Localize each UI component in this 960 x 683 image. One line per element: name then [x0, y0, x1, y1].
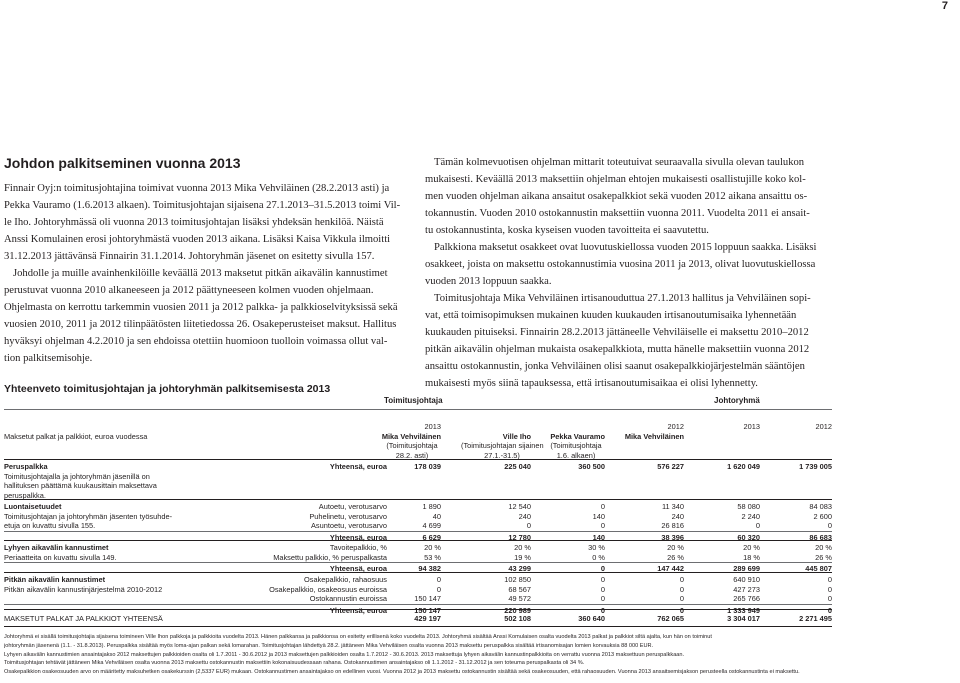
table-cell: 265 766 — [733, 594, 760, 603]
right-line: osakkeet, joista on maksettu ostokannustimia vuosina 2011 ja 2013, olivat luovutuskiellossa — [425, 259, 816, 270]
footnote-line: johtoryhmän jäsenenä (1.1. - 31.8.2013). Peruspalkka sisältää myös loma-ajan palkan sekä lomarahan. Toimitusjohtajan lähdettyä 28.2. jättäneen Mika Vehviläisen osalta vuonna 2013 maksettu peruspalkka sisältää irtisanomisajan lomien korvauksia 88 000 EUR. — [4, 642, 654, 649]
column-header: Ville Iho — [502, 431, 531, 441]
total-cell: 2 271 495 — [799, 614, 832, 623]
column-header: Mika Vehviläinen — [624, 431, 684, 441]
footnote-line: Johtoryhmä ei sisällä toimitusjohtajia sijaisena toimineen Ville Ihon palkkoja ja palkkioita vuodelta 2013. Hänen palkkansa ja palkkionsa on esitetty erillisenä koko vuodelta 2013. Johtoryhmä sisältää Anssi Komulaisen osalta vuodelta 2013 palkat ja palkkiot siltä ajalta, kun hän on toiminut — [4, 634, 712, 640]
row-label: Tavoitepalkkio, % — [329, 543, 387, 552]
table-cell: 20 % — [743, 543, 760, 552]
section-description: Toimitusjohtajalla ja johtoryhmän jäsenillä on — [4, 471, 150, 481]
column-header: 2012 — [667, 422, 684, 431]
table-cell: 150 147 — [414, 605, 441, 615]
footnote-line: Osakepalkkion osakeosuuden arvo on määritetty maksuhetken osakekurssin (2,5337 EUR) mukaan. Ostokannustimen ansaintajakso on edellinen vuosi. Vuonna 2012 ja 2013 maksettu ostokannustin sisältää sekä osakeosuuden, että rahaosuuden. Vuonna 2013 ansaitsemisjakson perusteella ostokannustinta ei maksettu. — [4, 669, 800, 676]
table-cell: 0 — [827, 584, 832, 594]
table-cell: 445 807 — [805, 564, 832, 573]
section-description: Toimitusjohtajan ja johtoryhmän jäsenten työsuhde- — [4, 511, 173, 521]
section-rule — [4, 572, 832, 573]
table-cell: 240 — [518, 511, 531, 521]
table-cell: 20 % — [815, 543, 832, 552]
table-cell: 38 396 — [661, 532, 684, 542]
page-number: 7 — [941, 0, 948, 12]
table-cell: 289 699 — [733, 564, 760, 573]
table-cell: 150 147 — [414, 594, 441, 603]
left-text-column — [4, 180, 414, 367]
left-line: tion palkitsemisohje. — [4, 353, 93, 364]
section-rule — [4, 499, 832, 500]
table-cell: 18 % — [743, 552, 760, 562]
table-cell: 0 — [827, 521, 832, 530]
table-cell: 427 273 — [733, 584, 760, 594]
section-description: etuja on kuvattu sivulla 155. — [4, 521, 96, 530]
table-cell: 0 — [679, 575, 684, 584]
column-header: Pekka Vauramo — [550, 431, 605, 441]
right-line: kuukauden pituiseksi. Finnairin 28.2.2013 jättäneelle Vehviläiselle ei maksettu 2010–2012 — [425, 327, 809, 338]
column-header: 2013 — [424, 422, 441, 431]
section-description: hallituksen päättämä kuukausittain maksettava — [4, 481, 157, 490]
table-cell: 86 683 — [809, 532, 832, 542]
total-cell: 502 108 — [504, 614, 531, 623]
table-cell: 60 320 — [737, 532, 760, 542]
table-cell: 2 600 — [813, 511, 832, 521]
left-line: hyväksyi ohjelman 4.2.2010 ja sen ehdoissa otettiin huomioon tuolloin voimassa ollut val- — [4, 336, 388, 347]
subtotal-rule — [4, 604, 832, 605]
right-line: vuoden 2013 loppuun saakka. — [425, 276, 552, 287]
right-line: Palkkiona maksetut osakkeet ovat luovutuskiellossa vuoden 2015 loppuun saakka. Lisäksi — [434, 242, 817, 253]
table-cell: 94 382 — [418, 564, 441, 573]
table-cell: 0 — [600, 502, 605, 511]
table-cell: 0 — [755, 521, 760, 530]
left-line: le Iho. Johtoryhmässä oli vuonna 2013 toimitusjohtajan lisäksi yhdeksän henkilöä. Näistä — [4, 217, 384, 228]
page-heading: Johdon palkitseminen vuonna 2013 — [4, 155, 241, 171]
table-cell: 20 % — [667, 543, 684, 552]
right-line: ansaittu ostokannustin, jonka Vehviläinen olisi saanut osakepalkkiojärjestelmän sääntöjen — [425, 361, 805, 372]
total-cell: 3 304 017 — [727, 614, 760, 623]
table-cell: 6 629 — [422, 532, 441, 542]
column-header: 27.1.-31.5) — [484, 450, 520, 460]
table-cell: 26 816 — [661, 521, 684, 530]
right-text-column — [425, 154, 835, 392]
section-title: Pitkän aikavälin kannustimet — [4, 575, 106, 584]
left-line: perustuvat vuonna 2010 alkaneeseen ja 2012 päättyneeseen kolmen vuoden ohjelmaan. — [4, 285, 374, 296]
table-cell: 0 — [600, 594, 605, 603]
column-header: 2013 — [743, 422, 760, 431]
right-line: vat, että toimisopimuksen mukainen kuuden kuukauden irtisanoutumisaika lyhennetään — [425, 310, 797, 321]
table-cell: 0 — [526, 521, 531, 530]
table-cell: 58 080 — [737, 502, 760, 511]
right-line: mukaisesti myös siinä tapauksessa, että irtisanoutumisaikaa ei olisi lyhennetty. — [425, 378, 758, 389]
total-cell: 762 065 — [657, 614, 684, 623]
table-cell: 0 — [679, 605, 684, 615]
left-line: Finnair Oyj:n toimitusjohtajina toimivat vuonna 2013 Mika Vehviläinen (28.2.2013 asti) ja — [4, 183, 390, 194]
table-cell: 12 540 — [508, 502, 531, 511]
table-cell: 0 — [600, 584, 605, 594]
footnote-line: Lyhyen aikavälin kannustimien ansaintajakso 2012 maksettujen palkkioiden osalta oli 1.7.2011 - 30.6.2012 ja 2013 maksettujen palkkioiden osalta 1.7.2012 - 30.6.2013. 2013 maksettuja lyhyen aikavälin kannustinpalkkioita on verrattu vuonna 2013 maksettuun peruspalkkaan. — [4, 651, 685, 658]
table-cell: 20 % — [514, 543, 531, 552]
section-title: Luontaisetuudet — [4, 502, 62, 511]
left-line: Ohjelmasta on kerrottu tarkemmin vuosien 2011 ja 2012 palkka- ja palkkioselvityksissä sekä — [4, 302, 398, 313]
table-cell: 225 040 — [504, 462, 531, 471]
table-cell: 84 083 — [809, 502, 832, 511]
table-cell: 0 — [600, 575, 605, 584]
row-label: Autoetu, verotusarvo — [318, 502, 387, 511]
table-cell: 1 333 949 — [727, 605, 760, 615]
total-cell: 429 197 — [414, 614, 441, 623]
footnote-line: Toimitusjohtajan tehtävät jättäneen Mika Vehviläisen osalta vuonna 2013 maksettu ostokannustin maksettiin kokonaisuudessaan rahana. Ostokannustimen ansaintajakso oli 1.1.2012 - 31.12.2012 ja sen toteuma peruspalkasta oli 34 %. — [4, 660, 585, 667]
row-label: Yhteensä, euroa — [329, 532, 387, 542]
table-cell: 1 739 005 — [799, 462, 832, 471]
table-cell: 140 — [592, 511, 605, 521]
table-cell: 19 % — [514, 552, 531, 562]
right-line: pitkän aikavälin ohjelman mukaista osakepalkkiota, mutta hänelle maksettiin vuonna 2012 — [425, 344, 810, 355]
table-cell: 0 — [827, 575, 832, 584]
table-cell: 0 — [679, 584, 684, 594]
table-cell: 11 340 — [661, 502, 684, 511]
left-line: Johdolle ja muille avainhenkilöille keväällä 2013 maksetut pitkän aikavälin kannustimet — [13, 268, 388, 279]
total-cell: 360 640 — [578, 614, 605, 623]
table-cell: 53 % — [424, 552, 441, 562]
right-line: Tämän kolmevuotisen ohjelman mittarit toteutuivat seuraavalla sivulla olevan taulukon — [434, 157, 805, 168]
section-rule — [4, 540, 832, 541]
column-header: (Toimitusjohtaja — [386, 441, 438, 450]
table-top-rule — [4, 409, 832, 410]
column-header: 1.6. alkaen) — [556, 450, 596, 460]
column-header: 2012 — [815, 422, 832, 431]
table-cell: 147 442 — [657, 564, 684, 573]
table-cell: 40 — [432, 511, 441, 521]
table-header-label: Maksetut palkat ja palkkiot, euroa vuodessa — [4, 432, 148, 441]
table-cell: 0 — [600, 521, 605, 530]
column-header: (Toimitusjohtajan sijainen — [461, 441, 544, 450]
right-line: men vuoden ohjelman aikana ansaitut osakepalkkiot sekä vuoden 2012 aikana ansaittu os- — [425, 191, 808, 202]
table-cell: 49 572 — [508, 594, 531, 603]
table-cell: 43 299 — [508, 564, 531, 573]
table-cell: 26 % — [667, 552, 684, 562]
table-cell: 68 567 — [508, 584, 531, 594]
section-description: Periaatteita on kuvattu sivulla 149. — [4, 552, 117, 562]
table-cell: 0 — [679, 594, 684, 603]
group-header-mgmt: Johtoryhmä — [714, 396, 760, 405]
table-cell: 240 — [671, 511, 684, 521]
subtotal-rule — [4, 531, 832, 532]
right-line: tokannustin. Vuoden 2010 ostokannustin maksettiin vuonna 2011. Vuodelta 2011 ei ansait- — [425, 208, 810, 219]
table-cell: 20 % — [424, 543, 441, 552]
right-line: mukaisesti. Keväällä 2013 maksettiin ohjelman ehtojen mukaisesti osallistujille koko kol- — [425, 174, 806, 185]
row-label: Maksettu palkkio, % peruspalkasta — [273, 552, 387, 562]
left-line: Anssi Komulainen erosi johtoryhmästä vuoden 2013 aikana. Lisäksi Kaisa Vikkula ilmoitti — [4, 234, 391, 245]
row-label: Puhelinetu, verotusarvo — [309, 511, 387, 521]
row-label: Osakepalkkio, rahaosuus — [304, 575, 387, 584]
row-label: Osakepalkkio, osakeosuus euroissa — [269, 584, 387, 594]
row-label: Asuntoetu, verotusarvo — [310, 521, 387, 530]
section-description: Pitkän aikavälin kannustinjärjestelmä 2010-2012 — [4, 584, 163, 594]
column-header: 28.2. asti) — [395, 450, 429, 460]
table-cell: 12 780 — [508, 532, 531, 542]
table-bottom-rule — [4, 626, 832, 627]
section-title: Lyhyen aikavälin kannustimet — [4, 543, 109, 552]
table-cell: 0 — [600, 605, 605, 615]
table-cell: 4 699 — [422, 521, 441, 530]
table-cell: 360 500 — [578, 462, 605, 471]
left-line: vuosien 2010, 2011 ja 2012 tilinpäätösten liitetiedossa 26. Osakeperusteiset maksut. Hallitus — [4, 319, 397, 330]
subtotal-rule — [4, 562, 832, 563]
table-header-rule — [4, 459, 832, 460]
left-line: 31.12.2013 jättävänsä Finnairin 31.1.2014. Johtoryhmän jäsenet on esitetty sivulla 157. — [4, 251, 375, 262]
row-label: Yhteensä, euroa — [329, 564, 387, 573]
table-cell: 140 — [592, 532, 605, 542]
right-line: Toimitusjohtaja Mika Vehviläinen irtisanouduttua 27.1.2013 hallitus ja Vehviläinen sopi- — [434, 293, 811, 304]
row-label: Ostokannustin euroissa — [309, 594, 387, 603]
table-cell: 1 620 049 — [727, 462, 760, 471]
total-label: MAKSETUT PALKAT JA PALKKIOT YHTEENSÄ — [4, 614, 163, 623]
table-cell: 0 — [827, 594, 832, 603]
table-cell: 30 % — [588, 543, 605, 552]
right-line: tu ostokannustinta, koska kyseisen vuoden tavoitteita ei saavutettu. — [425, 225, 709, 236]
table-cell: 576 227 — [657, 462, 684, 471]
table-cell: 0 % — [592, 552, 605, 562]
left-line: Pekka Vauramo (1.6.2013 alkaen). Toimitusjohtajan sijaisena 27.1.2013–31.5.2013 toimi Vil- — [4, 200, 401, 211]
table-cell: 0 — [600, 564, 605, 573]
table-cell: 26 % — [815, 552, 832, 562]
table-cell: 2 240 — [741, 511, 760, 521]
row-label: Yhteensä, euroa — [329, 462, 387, 471]
table-cell: 0 — [436, 584, 441, 594]
section-rule — [4, 609, 832, 610]
section-title: Peruspalkka — [4, 462, 48, 471]
column-header: (Toimitusjohtaja — [550, 441, 602, 450]
table-cell: 1 890 — [422, 502, 441, 511]
table-cell: 0 — [827, 605, 832, 615]
table-cell: 0 — [436, 575, 441, 584]
table-cell: 640 910 — [733, 575, 760, 584]
row-label: Yhteensä, euroa — [329, 605, 387, 615]
column-header: Mika Vehviläinen — [381, 431, 441, 441]
group-header-ceo: Toimitusjohtaja — [384, 396, 443, 405]
table-cell: 178 039 — [414, 462, 441, 471]
section-description: peruspalkka. — [4, 490, 46, 500]
table-title: Yhteenveto toimitusjohtajan ja johtoryhmän palkitsemisesta 2013 — [4, 383, 331, 395]
table-cell: 220 989 — [504, 605, 531, 615]
table-cell: 102 850 — [504, 575, 531, 584]
